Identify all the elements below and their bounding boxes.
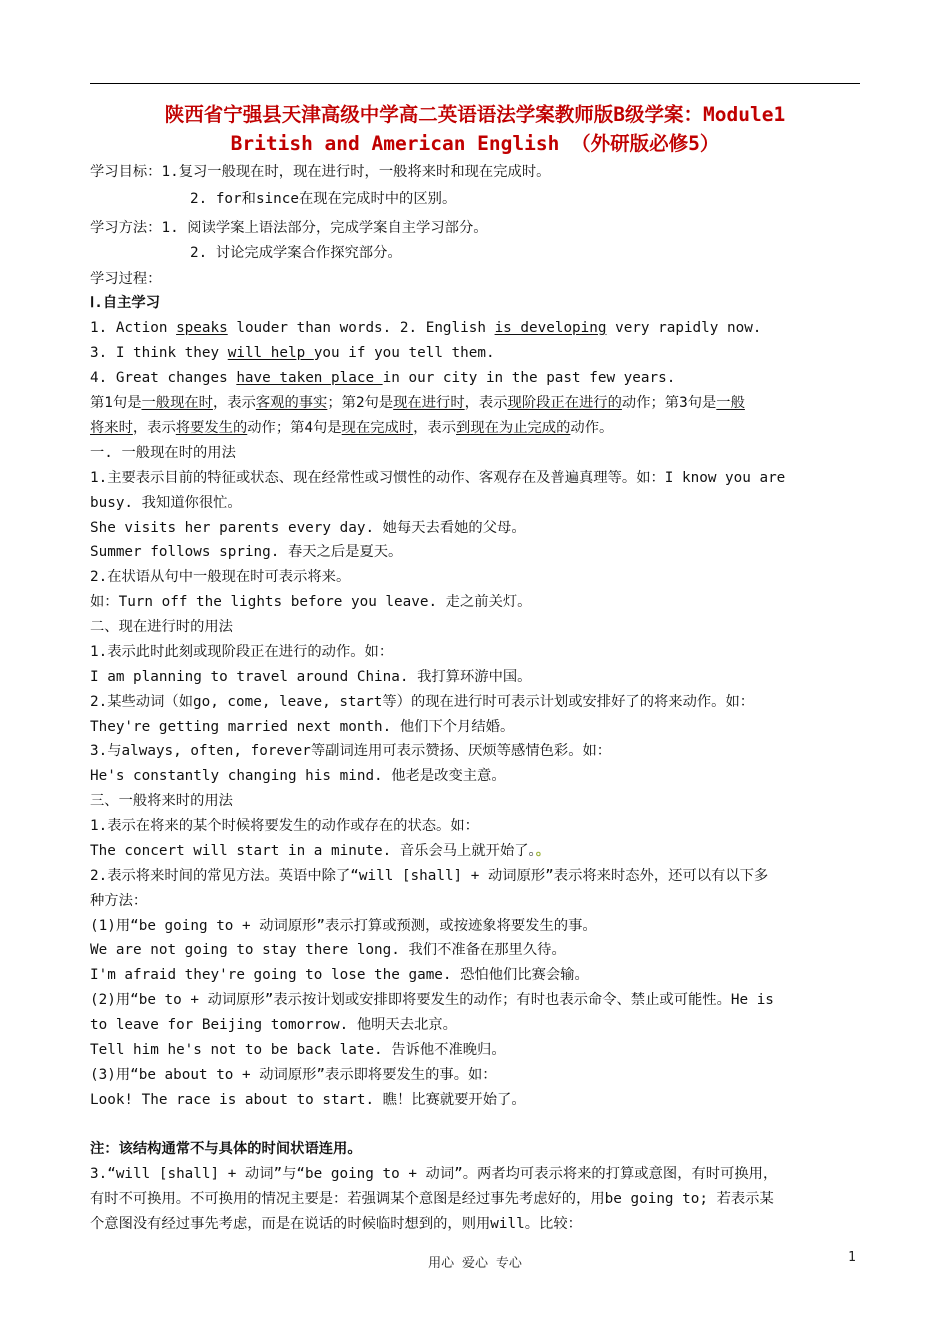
summary-text: 动作；第4句是 [247,420,342,436]
future-simple-line: (1)用“be going to + 动词原形”表示打算或预测，或按迹象将要发生的事。 [90,918,597,934]
present-simple-heading: 一. 一般现在时的用法 [90,445,236,461]
footer-slogan: 用心 爱心 专心 [428,1256,522,1271]
stray-mark: 。 [535,843,550,859]
summary-answer: 一般现在时 [141,395,213,411]
present-simple-line: 2.在状语从句中一般现在时可表示将来。 [90,569,351,585]
summary-text: 动作；第3句是 [621,395,717,411]
future-simple-line: We are not going to stay there long. 我们不准备在那里久待。 [90,942,566,958]
future-simple-line: (2)用“be to + 动词原形”表示按计划或安排即将要发生的动作；有时也表示命令、禁止或可能性。He is [90,992,774,1008]
summary-answer: 将来时 [90,420,133,436]
example-verb-underlined: have taken place [236,370,383,386]
summary-text: ；第2句是 [327,395,394,411]
future-simple-heading: 三、一般将来时的用法 [90,793,233,809]
summary-answer: 客观的事实 [255,395,328,411]
present-simple-line: 1.主要表示目前的特征或状态、现在经常性或习惯性的动作、客观存在及普遍真理等。如：I know you are [90,470,786,486]
comparison-line: 3.“will [shall] + 动词”与“be going to + 动词”。两者均可表示将来的打算或意图，有时可换用， [90,1166,778,1182]
present-continuous-line: They're getting married next month. 他们下个月结婚。 [90,719,515,735]
summary-answer: 一般 [716,395,745,411]
summary-text: ，表示 [212,395,256,411]
summary-text: ，表示 [132,420,176,436]
note-line: 注：该结构通常不与具体的时间状语连用。 [90,1141,362,1157]
header-rule [90,83,860,84]
example-text: you if you tell them. [313,345,495,361]
objectives-label: 学习目标： [90,164,162,180]
page-number: 1 [848,1250,856,1265]
future-simple-line [90,843,865,860]
present-continuous-line: I am planning to travel around China. 我打算环游中国。 [90,669,532,685]
summary-answer: 将要发生的 [175,420,248,436]
present-continuous-line: He's constantly changing his mind. 他老是改变主意。 [90,768,506,784]
summary-answer: 现在进行时 [393,395,465,411]
example-text: 1. Action [90,320,177,336]
objectives-line-1 [90,164,865,181]
method-item-1: 1. 阅读学案上语法部分，完成学案自主学习部分。 [161,220,488,236]
future-simple-text: The concert will start in a minute. 音乐会马上就开始了。 [90,843,536,859]
methods-line-1 [90,220,865,237]
section-heading-self-study: Ⅰ.自主学习 [90,295,161,311]
methods-label: 学习方法： [90,220,162,236]
example-line-1-2 [90,320,865,337]
future-simple-line: I'm afraid they're going to lose the game. 恐怕他们比赛会输。 [90,967,589,983]
objective-item-2: 2. for和since在现在完成时中的区别。 [190,191,457,207]
summary-text: ，表示 [464,395,508,411]
summary-answer: 现在完成时 [341,420,414,436]
future-simple-line: to leave for Beijing tomorrow. 他明天去北京。 [90,1017,457,1033]
example-text: louder than words. 2. English [227,320,495,336]
method-item-2: 2. 讨论完成学案合作探究部分。 [190,245,402,261]
example-text: 4. Great changes [90,370,237,386]
summary-line-2 [90,420,865,437]
title-line-1: 陕西省宁强县天津高级中学高二英语语法学案教师版B级学案：Module1 [164,103,786,126]
example-text: 3. I think they [90,345,228,361]
title-line-2: British and American English （外研版必修5） [230,132,720,155]
example-verb-underlined: will help [227,345,314,361]
comparison-line: 个意图没有经过事先考虑，而是在说话的时候临时想到的，则用will。比较： [90,1216,582,1232]
present-continuous-line: 2.某些动词（如go, come, leave, start等）的现在进行时可表示计划或安排好了的将来动作。如： [90,694,755,710]
present-simple-line: 如：Turn off the lights before you leave. 走之前关灯。 [90,594,532,610]
objective-item-1: 1.复习一般现在时，现在进行时，一般将来时和现在完成时。 [161,164,551,180]
summary-answer: 到现在为止完成的 [456,420,571,436]
example-verb-underlined: speaks [176,320,228,336]
present-simple-line: busy. 我知道你很忙。 [90,495,242,511]
summary-answer: 现阶段正在进行的 [507,395,622,411]
example-verb-underlined: is developing [494,320,607,336]
example-line-3 [90,345,865,362]
future-simple-line: 种方法： [90,893,148,909]
example-line-4 [90,370,865,387]
present-continuous-heading: 二、现在进行时的用法 [90,619,233,635]
future-simple-line: 1.表示在将来的某个时候将要发生的动作或存在的状态。如： [90,818,479,834]
example-text: in our city in the past few years. [382,370,676,386]
summary-text: 第1句是 [90,395,142,411]
future-simple-line: 2.表示将来时间的常见方法。英语中除了“will [shall] + 动词原形”表示将来时态外，还可以有以下多 [90,868,769,884]
example-text: very rapidly now. [606,320,762,336]
summary-line-1 [90,395,865,412]
future-simple-line: (3)用“be about to + 动词原形”表示即将要发生的事。如： [90,1067,497,1083]
comparison-line: 有时不可换用。不可换用的情况主要是：若强调某个意图是经过事先考虑好的，用be going to; 若表示某 [90,1191,774,1207]
present-continuous-line: 1.表示此时此刻或现阶段正在进行的动作。如： [90,644,394,660]
future-simple-line: Look! The race is about to start. 瞧！比赛就要开始了。 [90,1092,526,1108]
summary-text: ，表示 [413,420,457,436]
present-simple-line: Summer follows spring. 春天之后是夏天。 [90,544,403,560]
present-continuous-line: 3.与always, often, forever等副词连用可表示赞扬、厌烦等感情色彩。如： [90,743,612,759]
summary-text: 动作。 [570,420,614,436]
future-simple-line: Tell him he's not to be back late. 告诉他不准晚归。 [90,1042,506,1058]
process-label: 学习过程： [90,271,162,287]
present-simple-line: She visits her parents every day. 她每天去看她的父母。 [90,520,526,536]
document-title [90,100,860,158]
